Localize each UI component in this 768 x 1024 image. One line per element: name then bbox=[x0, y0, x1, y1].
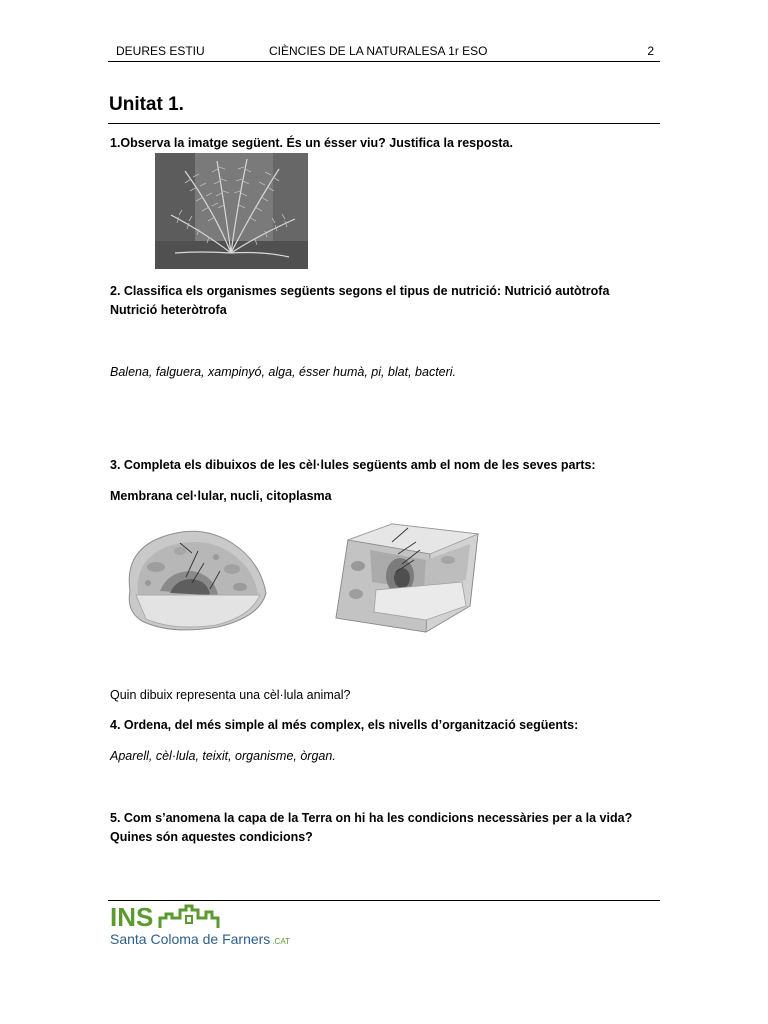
question-4: 4. Ordena, del més simple al més complex, els nivells d’organització següents: bbox=[110, 718, 579, 732]
castle-logo-icon bbox=[158, 904, 220, 930]
footer-rule bbox=[108, 900, 660, 901]
question-3: 3. Completa els dibuixos de les cèl·lules següents amb el nom de les seves parts: bbox=[110, 458, 596, 472]
logo-tld: .CAT bbox=[272, 937, 290, 946]
header-subject: CIÈNCIES DE LA NATURALESA 1r ESO bbox=[269, 44, 488, 58]
organism-list: Balena, falguera, xampinyó, alga, ésser humà, pi, blat, bacteri. bbox=[110, 365, 457, 379]
question-1: 1.Observa la imatge següent. És un ésser viu? Justifica la resposta. bbox=[110, 136, 513, 150]
page-number: 2 bbox=[647, 44, 654, 58]
logo-school-name bbox=[110, 931, 290, 947]
logo-name-text: Santa Coloma de Farners bbox=[110, 931, 271, 947]
fern-photo bbox=[155, 153, 308, 269]
question-2: 2. Classifica els organismes següents segons el tipus de nutrició: Nutrició autòtrofa Nutrició heteròtrofa bbox=[110, 284, 610, 317]
page-header bbox=[110, 42, 660, 62]
title-rule bbox=[108, 123, 660, 124]
plant-cell-drawing bbox=[330, 520, 480, 634]
school-logo bbox=[108, 902, 288, 952]
logo-ins-text: INS bbox=[110, 902, 154, 932]
header-left: DEURES ESTIU bbox=[116, 44, 205, 58]
cell-parts-list: Membrana cel·lular, nucli, citoplasma bbox=[110, 489, 332, 503]
cell-followup-question: Quin dibuix representa una cèl·lula animal? bbox=[110, 688, 351, 702]
organization-levels-list: Aparell, cèl·lula, teixit, organisme, òrgan. bbox=[110, 749, 336, 763]
header-rule bbox=[108, 61, 660, 62]
unit-title: Unitat 1. bbox=[109, 94, 184, 115]
animal-cell-drawing bbox=[120, 521, 268, 637]
question-5: 5. Com s’anomena la capa de la Terra on hi ha les condicions necessàries per a la vida? Quines són aquestes condicions? bbox=[110, 811, 633, 844]
